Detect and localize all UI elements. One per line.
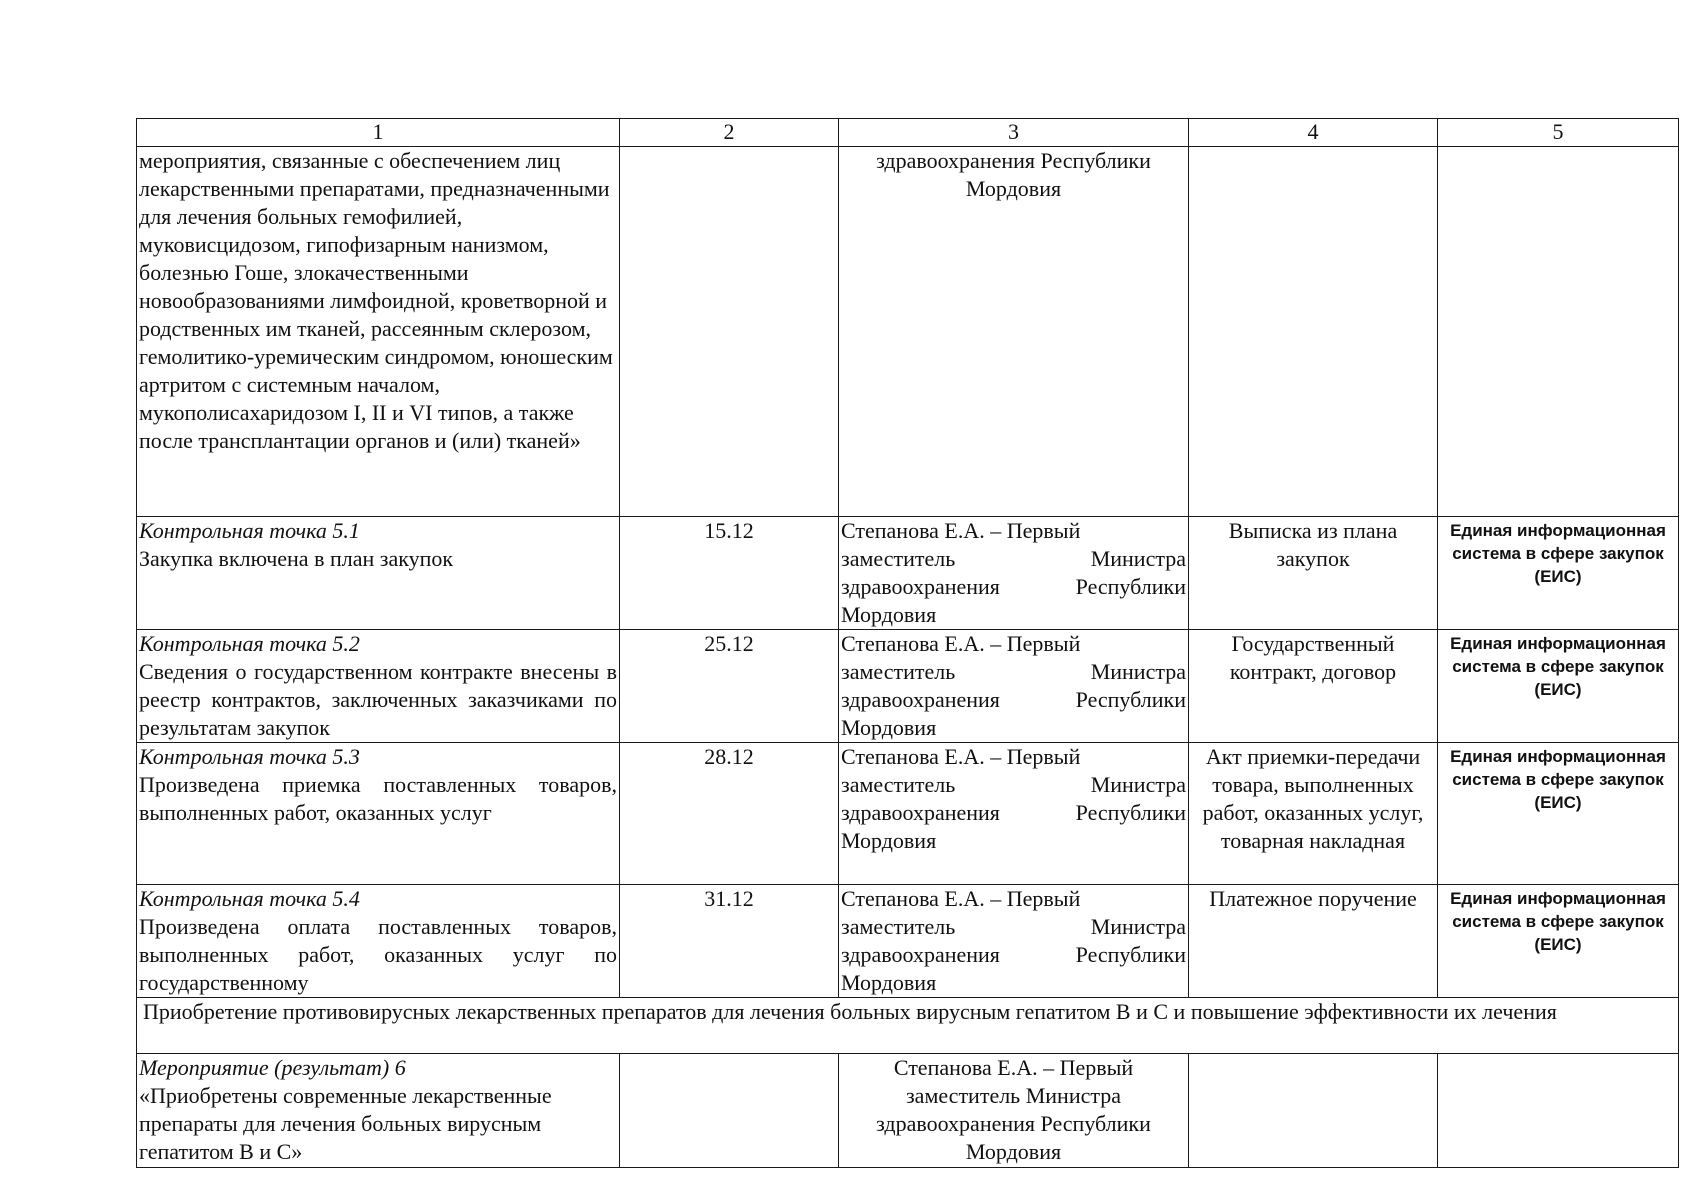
responsible-cell (839, 630, 1189, 743)
responsible-position: заместитель Министра здравоохранения Республики Мордовия (841, 772, 1186, 853)
event-cell (137, 1054, 620, 1168)
empty-cell (1189, 147, 1438, 517)
table-row (137, 147, 1679, 517)
responsible-cell (839, 743, 1189, 885)
empty-cell (1189, 1054, 1438, 1168)
control-point-cell (137, 743, 620, 885)
control-point-title: Контрольная точка 5.4 (139, 886, 360, 911)
header-cell-1: 1 (137, 119, 620, 147)
responsible-position: заместитель Министра здравоохранения Республики Мордовия (841, 914, 1186, 995)
responsible-name: Степанова Е.А. – Первый (841, 886, 1081, 911)
document-cell: Акт приемки-передачи товара, выполненных работ, оказанных услуг, товарная накладная (1189, 743, 1438, 885)
document-cell: Платежное поручение (1189, 885, 1438, 998)
table-row (137, 1054, 1679, 1168)
table-row (137, 885, 1679, 998)
control-point-title: Контрольная точка 5.2 (139, 631, 360, 656)
header-cell-2: 2 (620, 119, 839, 147)
control-point-text: Произведена оплата поставленных товаров, выполненных работ, оказанных услуг по государственному (139, 914, 617, 995)
system-cell: Единая информационная система в сфере закупок (ЕИС) (1438, 630, 1679, 743)
document-cell: Выписка из плана закупок (1189, 517, 1438, 630)
responsible-name: Степанова Е.А. – Первый (841, 744, 1081, 769)
responsible-cell (839, 885, 1189, 998)
event-description: мероприятия, связанные с обеспечением лиц лекарственными препаратами, предназначенными для лечения больных гемофилией, муковисцидозом, гипофизарным нанизмом, болезнью Гоше, злокачественными новообразованиями лимфоидной, кроветворной и родственных им тканей, рассеянным склерозом, гемолитико-уремическим синдромом, юношеским артритом с системным началом, мукополисахаридозом I, II и VI типов, а также после трансплантации органов и (или) тканей» (137, 147, 620, 517)
plan-table (136, 118, 1679, 1168)
responsible-name: Степанова Е.А. – Первый (841, 518, 1081, 543)
control-point-cell (137, 885, 620, 998)
control-point-cell (137, 517, 620, 630)
date-cell: 15.12 (620, 517, 839, 630)
system-cell: Единая информационная система в сфере закупок (ЕИС) (1438, 743, 1679, 885)
responsible-name: Степанова Е.А. – Первый (841, 631, 1081, 656)
responsible-position: заместитель Министра здравоохранения Республики Мордовия (841, 659, 1186, 740)
system-cell: Единая информационная система в сфере закупок (ЕИС) (1438, 885, 1679, 998)
header-row (137, 119, 1679, 147)
date-cell: 25.12 (620, 630, 839, 743)
document-cell: Государственный контракт, договор (1189, 630, 1438, 743)
section-title: Приобретение противовирусных лекарственных препаратов для лечения больных вирусным гепатитом В и С и повышение эффективности их лечения (137, 998, 1679, 1054)
system-cell: Единая информационная система в сфере закупок (ЕИС) (1438, 517, 1679, 630)
control-point-text: Закупка включена в план закупок (139, 546, 454, 571)
control-point-text: Произведена приемка поставленных товаров, выполненных работ, оказанных услуг (139, 772, 617, 825)
responsible-cell: Степанова Е.А. – Первый заместитель Министра здравоохранения Республики Мордовия (839, 1054, 1189, 1168)
control-point-cell (137, 630, 620, 743)
empty-cell (1438, 1054, 1679, 1168)
header-cell-3: 3 (839, 119, 1189, 147)
table-row (137, 630, 1679, 743)
table-row (137, 517, 1679, 630)
responsible-cell (839, 517, 1189, 630)
date-cell: 28.12 (620, 743, 839, 885)
table-row (137, 743, 1679, 885)
control-point-title: Контрольная точка 5.1 (139, 518, 360, 543)
date-cell: 31.12 (620, 885, 839, 998)
empty-cell (1438, 147, 1679, 517)
responsible-position: заместитель Министра здравоохранения Республики Мордовия (841, 546, 1186, 627)
event-title: Мероприятие (результат) 6 (139, 1055, 406, 1080)
event-text: «Приобретены современные лекарственные препараты для лечения больных вирусным гепатитом В и С» (139, 1083, 552, 1164)
empty-cell (620, 147, 839, 517)
section-row (137, 998, 1679, 1054)
header-cell-5: 5 (1438, 119, 1679, 147)
responsible-cell: здравоохранения Республики Мордовия (839, 147, 1189, 517)
empty-cell (620, 1054, 839, 1168)
header-cell-4: 4 (1189, 119, 1438, 147)
control-point-title: Контрольная точка 5.3 (139, 744, 360, 769)
control-point-text: Сведения о государственном контракте внесены в реестр контрактов, заключенных заказчиками по результатам закупок (139, 659, 617, 740)
